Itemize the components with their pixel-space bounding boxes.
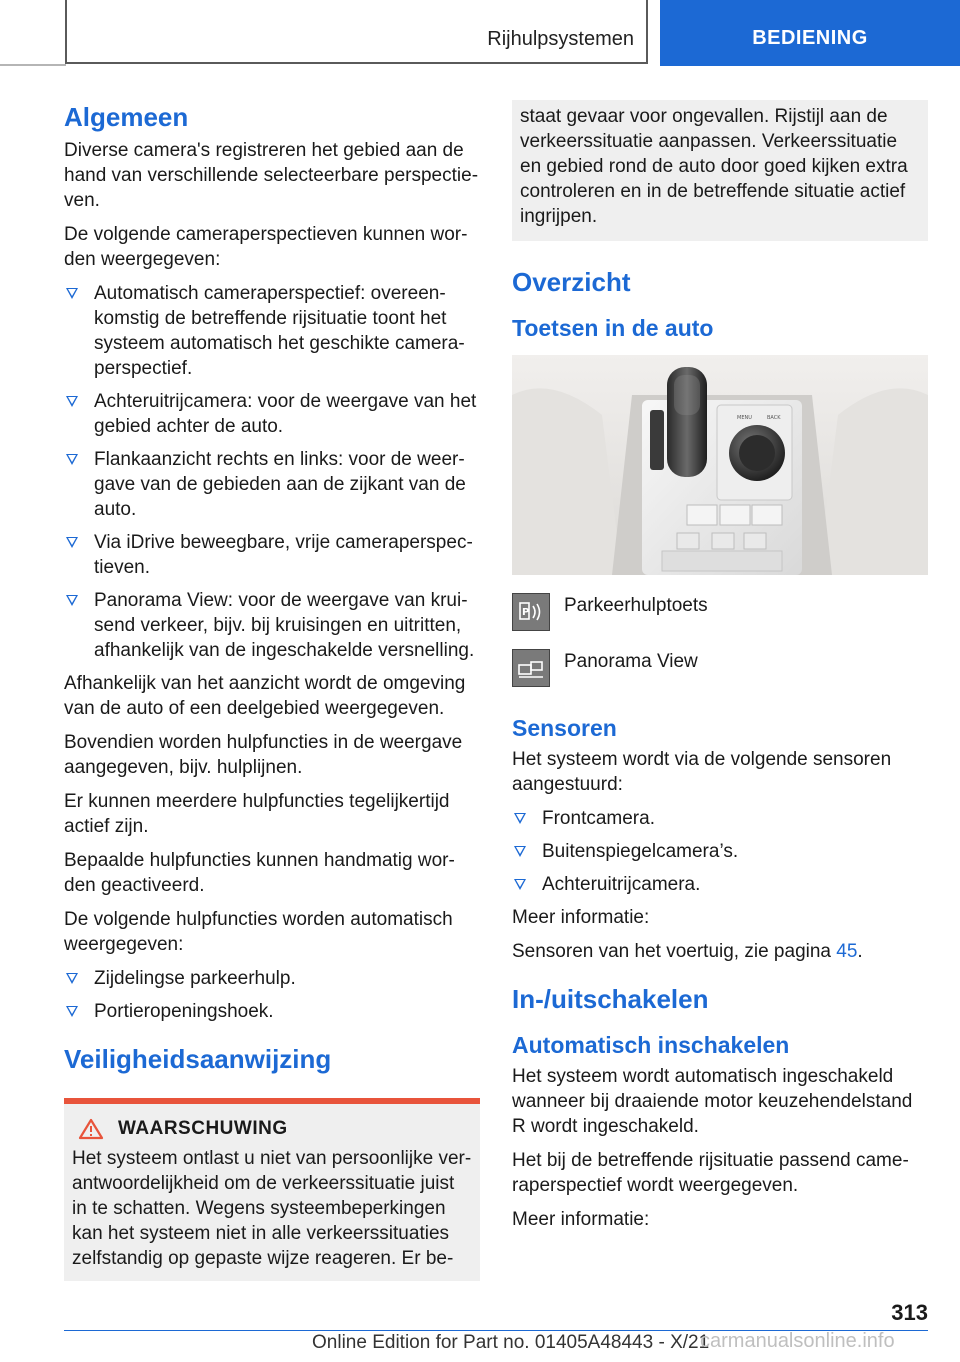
page-reference-link[interactable]: 45	[836, 941, 858, 962]
right-column	[512, 100, 928, 1241]
sensors-list	[512, 806, 928, 897]
panorama-view-icon	[512, 649, 550, 687]
bullet-triangle-icon	[514, 846, 526, 857]
paragraph: Meer informatie:	[512, 907, 650, 928]
list-item: Zijdelingse parkeerhulp.	[64, 966, 480, 991]
button-label: Panorama View	[564, 651, 698, 672]
center-console-illustration	[512, 355, 928, 575]
svg-text:MENU: MENU	[737, 415, 752, 421]
svg-text:BACK: BACK	[767, 415, 781, 421]
warning-triangle-icon	[78, 1118, 104, 1140]
heading-buttons: Toetsen in de auto	[512, 315, 714, 341]
warning-continuation-text: staat gevaar voor ongevallen. Rijstijl aan de verkeerssituatie aanpassen. Verkeerssituatie en gebied rond de auto door goed kijken extra controleren en in de betreffende situatie actief ingrijpen.	[520, 106, 908, 227]
bullet-triangle-icon	[66, 454, 78, 465]
section-tab	[65, 0, 648, 64]
watermark: carmanualsonline.info	[700, 1330, 895, 1352]
list-item: Portieropeningshoek.	[64, 999, 480, 1024]
list-item: Flankaanzicht rechts en links: voor de weergave van de gebieden aan de zijkant van de auto.	[64, 447, 480, 522]
cross-reference: Sensoren van het voertuig, zie pagina 45.	[512, 941, 863, 962]
bullet-triangle-icon	[66, 1006, 78, 1017]
paragraph: De volgende cameraperspectieven kunnen worden weergegeven:	[64, 224, 468, 270]
paragraph: Bovendien worden hulpfuncties in de weergave aangegeven, bijv. hulplijnen.	[64, 732, 463, 778]
list-item: Via iDrive beweegbare, vrije cameraperspectieven.	[64, 530, 480, 580]
warning-box	[64, 1104, 480, 1281]
bullet-triangle-icon	[66, 288, 78, 299]
bullet-triangle-icon	[66, 537, 78, 548]
warning-header	[78, 1118, 472, 1140]
button-item	[512, 649, 928, 687]
heading-algemeen: Algemeen	[64, 102, 189, 132]
paragraph: Het systeem wordt via de volgende sensoren aangestuurd:	[512, 749, 892, 795]
button-item	[512, 593, 928, 631]
paragraph: Afhankelijk van het aanzicht wordt de omgeving van de auto of een deelgebied weergegeven.	[64, 673, 466, 719]
list-item: Frontcamera.	[512, 806, 928, 831]
bullet-triangle-icon	[514, 813, 526, 824]
chapter-tab: BEDIENING	[660, 0, 960, 66]
warning-label: WAARSCHUWING	[118, 1118, 288, 1139]
page-header	[0, 0, 960, 66]
center-console-image	[512, 355, 928, 575]
heading-auto-on: Automatisch inschakelen	[512, 1032, 790, 1058]
heading-sensors: Sensoren	[512, 715, 617, 741]
svg-text:P: P	[522, 607, 530, 618]
header-rule	[0, 64, 66, 66]
paragraph: Het bij de betreffende rijsituatie passend cameraperspectief wordt weergegeven.	[512, 1150, 909, 1196]
page-number: 313	[891, 1300, 928, 1325]
paragraph: Het systeem wordt automatisch ingeschakeld wanneer bij draaiende motor keuzehendelstand R wordt ingeschakeld.	[512, 1066, 913, 1137]
bullet-triangle-icon	[66, 973, 78, 984]
list-item: Achteruitrijcamera: voor de weergave van het gebied achter de auto.	[64, 389, 480, 439]
left-column	[64, 100, 480, 1281]
warning-text: Het systeem ontlast u niet van persoonlijke verantwoordelijkheid om de verkeerssituatie juist in te schatten. Wegens systeembeperkingen kan het systeem niet in alle verkeerssituaties zelfstandig op gepaste wijze reageren. Er be-	[72, 1148, 472, 1269]
bullet-triangle-icon	[514, 879, 526, 890]
paragraph: Er kunnen meerdere hulpfuncties tegelijkertijd actief zijn.	[64, 791, 450, 837]
heading-safety: Veiligheidsaanwijzing	[64, 1044, 332, 1074]
heading-onoff: In-/uitschakelen	[512, 984, 709, 1014]
warning-continuation-box	[512, 100, 928, 241]
list-item: Buitenspiegelcamera’s.	[512, 839, 928, 864]
heading-overzicht: Overzicht	[512, 267, 631, 297]
parking-assist-icon	[512, 593, 550, 631]
perspectives-list	[64, 281, 480, 663]
paragraph: Bepaalde hulpfuncties kunnen handmatig worden geactiveerd.	[64, 850, 455, 896]
list-item: Panorama View: voor de weergave van kruisend verkeer, bijv. bij kruisingen en uitritten, afhankelijk van de ingeschakelde versnelling.	[64, 588, 480, 663]
paragraph: De volgende hulpfuncties worden automatisch weergegeven:	[64, 909, 453, 955]
bullet-triangle-icon	[66, 396, 78, 407]
section-title: Rijhulpsystemen	[487, 28, 634, 50]
paragraph: Diverse camera's registreren het gebied aan de hand van verschillende selecteerbare perspectieven.	[64, 140, 479, 211]
list-item: Achteruitrijcamera.	[512, 872, 928, 897]
list-item: Automatisch cameraperspectief: overeenkomstig de betreffende rijsituatie toont het systeem automatisch het geschikte cameraperspectief.	[64, 281, 480, 381]
button-label: Parkeerhulptoets	[564, 595, 708, 616]
paragraph: Meer informatie:	[512, 1209, 650, 1230]
footer-edition: Online Edition for Part no. 01405A48443 - X/21	[312, 1332, 710, 1353]
bullet-triangle-icon	[66, 595, 78, 606]
auto-functions-list	[64, 966, 480, 1024]
